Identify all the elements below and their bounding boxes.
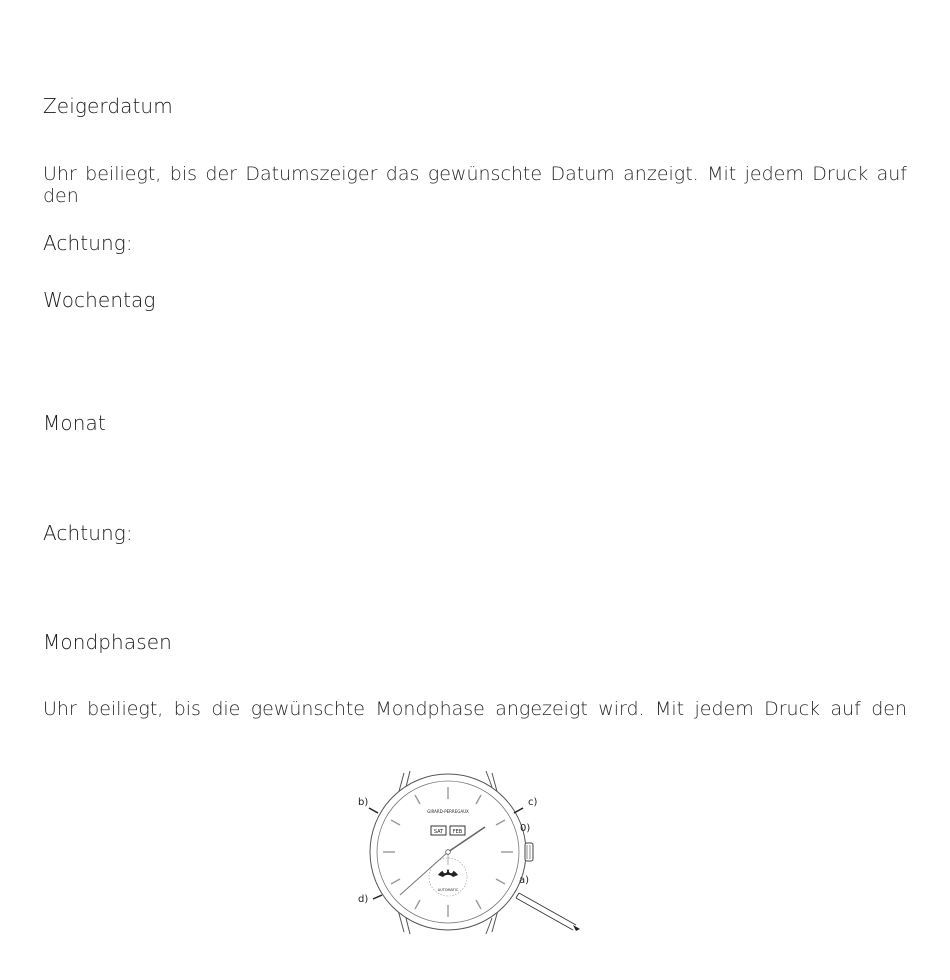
callout-0: 0) <box>520 823 531 834</box>
heading-monat: Monat <box>43 411 106 435</box>
svg-text:AUTOMATIC: AUTOMATIC <box>437 888 459 892</box>
heading-achtung-2: Achtung: <box>43 521 133 545</box>
heading-zeigerdatum: Zeigerdatum <box>43 94 173 118</box>
paragraph-mondphasen: Uhr beiliegt, bis die gewünschte Mondphase angezeigt wird. Mit jedem Druck auf den <box>43 698 907 720</box>
heading-achtung-1: Achtung: <box>43 231 133 255</box>
callout-c: c) <box>528 797 538 808</box>
svg-text:SAT: SAT <box>433 829 444 835</box>
svg-text:FEB: FEB <box>452 829 463 835</box>
watch-illustration <box>352 765 592 940</box>
heading-mondphasen: Mondphasen <box>43 630 172 654</box>
callout-d: d) <box>358 894 369 905</box>
paragraph-zeigerdatum: Uhr beiliegt, bis der Datumszeiger das gewünschte Datum anzeigt. Mit jedem Druck auf den <box>43 163 907 207</box>
callout-a: a) <box>519 875 530 886</box>
callout-b: b) <box>358 797 369 808</box>
heading-wochentag: Wochentag <box>43 288 156 312</box>
corrector-pen-icon <box>516 893 580 931</box>
dial-brand: GIRARD-PERREGAUX <box>427 809 469 814</box>
crown <box>525 843 533 861</box>
